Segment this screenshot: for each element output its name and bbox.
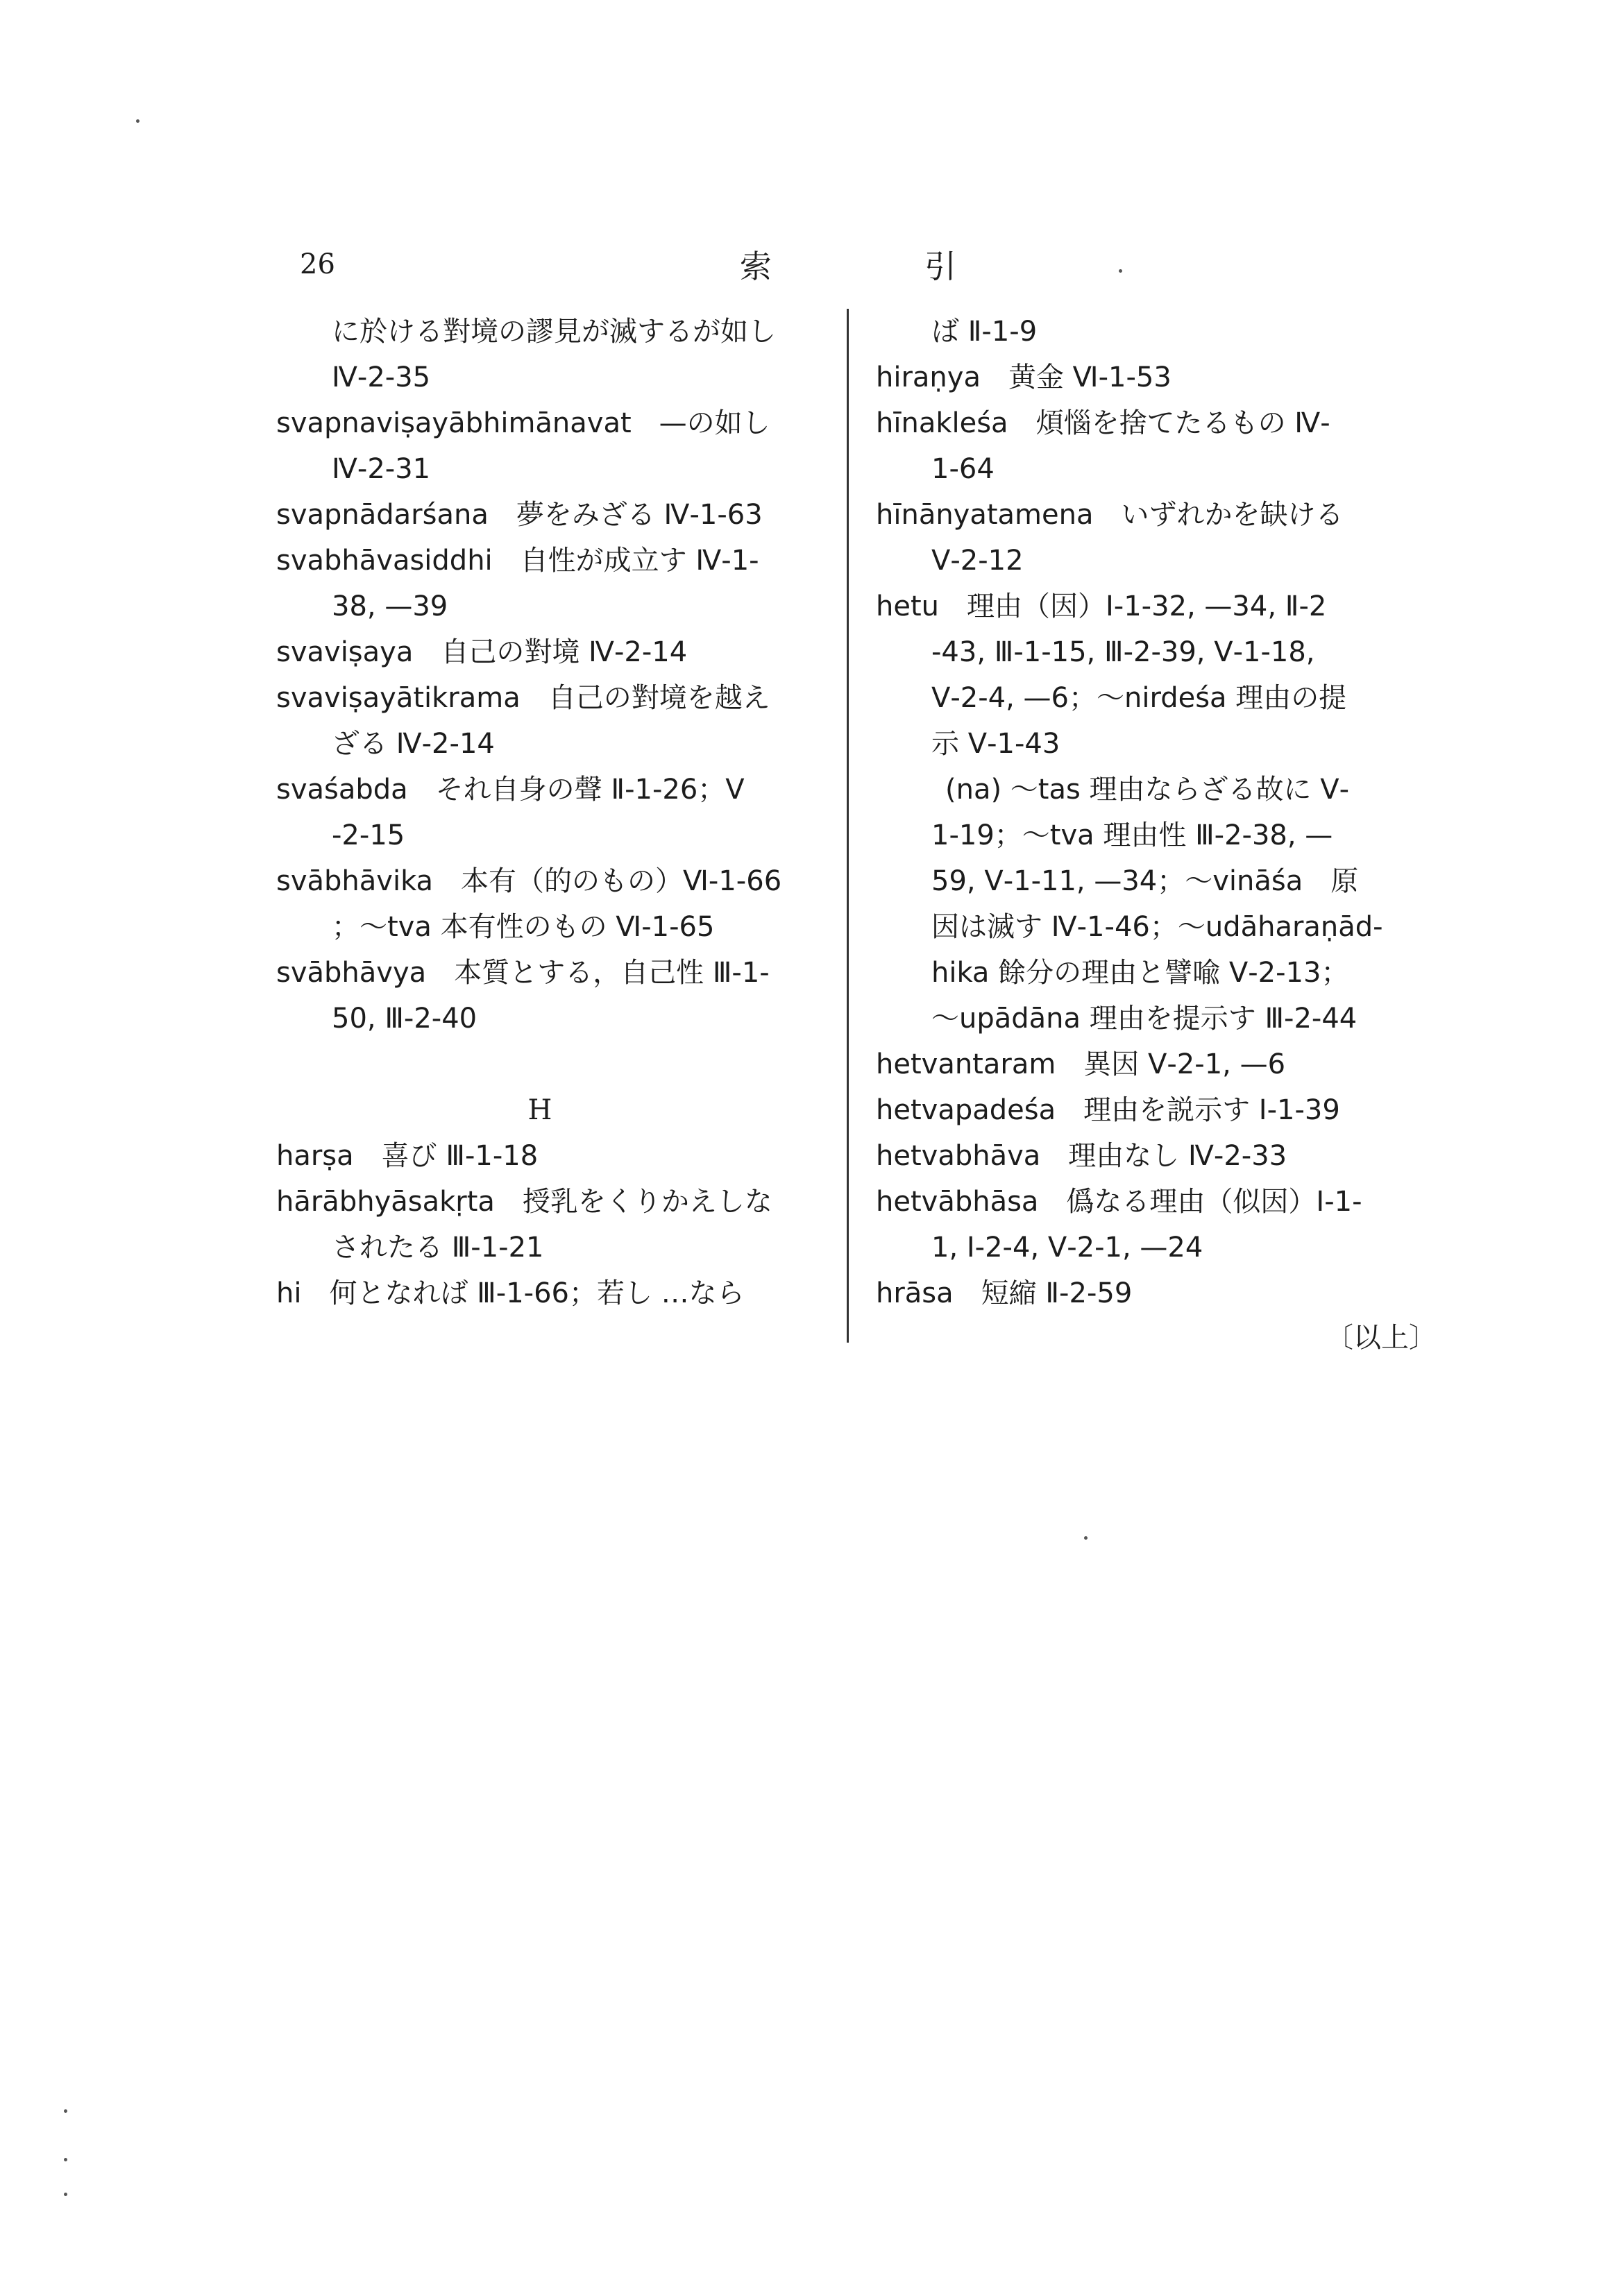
index-line: 因は滅す Ⅳ-1-46；～udāharaṇād- — [931, 911, 1383, 943]
index-entry: hrāsa 短縮 Ⅱ-2-59 — [876, 1277, 1133, 1309]
index-line: Ⅴ-2-4, —6；～nirdeśa 理由の提 — [931, 682, 1347, 714]
index-line: 59, Ⅴ-1-11, —34；～vināśa 原 — [931, 865, 1359, 897]
index-entry: svaśabda それ自身の聲 Ⅱ-1-26；Ⅴ — [276, 774, 745, 806]
scan-speck — [1119, 269, 1122, 273]
index-line: ざる Ⅳ-2-14 — [332, 728, 495, 760]
scan-speck — [64, 2158, 67, 2161]
page-number: 26 — [300, 248, 335, 280]
index-entry: hīnakleśa 煩惱を捨てたるもの Ⅳ- — [876, 407, 1330, 439]
index-entry: hiraṇya 黄金 Ⅵ-1-53 — [876, 362, 1172, 393]
column-divider — [847, 309, 849, 1343]
index-entry: svābhāvika 本有（的のもの）Ⅵ-1-66 — [276, 865, 782, 897]
index-entry: svapnādarśana 夢をみざる Ⅳ-1-63 — [276, 499, 763, 531]
index-entry: hetvābhāsa 僞なる理由（似因）Ⅰ-1- — [876, 1186, 1362, 1218]
index-entry: svabhāvasiddhi 自性が成立す Ⅳ-1- — [276, 545, 759, 577]
index-line: -2-15 — [332, 819, 405, 851]
index-entry: svaviṣayātikrama 自己の對境を越え — [276, 682, 770, 714]
index-entry: svapnaviṣayābhimānavat —の如し — [276, 407, 770, 439]
index-line: 1-64 — [931, 453, 995, 485]
index-line: 50, Ⅲ-2-40 — [332, 1003, 477, 1035]
index-line: 1, Ⅰ-2-4, Ⅴ-2-1, —24 — [931, 1232, 1203, 1264]
index-entry: hīnānyatamena いずれかを缺ける — [876, 499, 1344, 531]
index-line: Ⅴ-2-12 — [931, 545, 1024, 577]
index-entry: hetvabhāva 理由なし Ⅳ-2-33 — [876, 1140, 1287, 1172]
index-line: ～upādāna 理由を提示す Ⅲ-2-44 — [931, 1003, 1357, 1035]
scan-speck — [1084, 1536, 1088, 1540]
index-line: Ⅳ-2-31 — [332, 453, 431, 485]
index-entry: svaviṣaya 自己の對境 Ⅳ-2-14 — [276, 636, 688, 668]
scan-speck — [136, 119, 139, 123]
index-line: 38, —39 — [332, 590, 448, 622]
index-line: ；～tva 本有性のもの Ⅵ-1-65 — [332, 911, 715, 943]
left-column — [276, 309, 831, 1316]
index-entry: harṣa 喜び Ⅲ-1-18 — [276, 1140, 539, 1172]
index-line: されたる Ⅲ-1-21 — [332, 1232, 544, 1264]
index-line: ば Ⅱ-1-9 — [931, 316, 1038, 348]
index-line: 1-19；～tva 理由性 Ⅲ-2-38, — — [931, 819, 1333, 851]
index-line: Ⅳ-2-35 — [332, 362, 431, 393]
page-header — [0, 241, 1624, 290]
right-column — [876, 309, 1431, 1316]
index-line: -43, Ⅲ-1-15, Ⅲ-2-39, Ⅴ-1-18, — [931, 636, 1315, 668]
index-entry: svābhāvya 本質とする，自己性 Ⅲ-1- — [276, 957, 770, 989]
index-line: に於ける對境の謬見が滅するが如し — [332, 316, 776, 348]
index-line: (na) ～tas 理由ならざる故に Ⅴ- — [945, 774, 1350, 806]
index-entry: hetvantaram 異因 Ⅴ-2-1, —6 — [876, 1048, 1286, 1080]
index-entry: hi 何となれば Ⅲ-1-66；若し …なら — [276, 1277, 745, 1309]
page-title: 索引 — [740, 248, 1109, 285]
index-entry: hetu 理由（因）Ⅰ-1-32, —34, Ⅱ-2 — [876, 590, 1327, 622]
index-line: 示 Ⅴ-1-43 — [931, 728, 1060, 760]
scan-speck — [64, 2193, 67, 2196]
end-mark: 〔以上〕 — [1326, 1322, 1437, 1354]
scan-speck — [64, 2109, 67, 2113]
index-entry: hetvapadeśa 理由を説示す Ⅰ-1-39 — [876, 1094, 1340, 1126]
index-line: hika 餘分の理由と譬喩 Ⅴ-2-13； — [931, 957, 1349, 989]
section-heading: H — [527, 1094, 552, 1126]
index-entry: hārābhyāsakṛta 授乳をくりかえしな — [276, 1186, 772, 1218]
